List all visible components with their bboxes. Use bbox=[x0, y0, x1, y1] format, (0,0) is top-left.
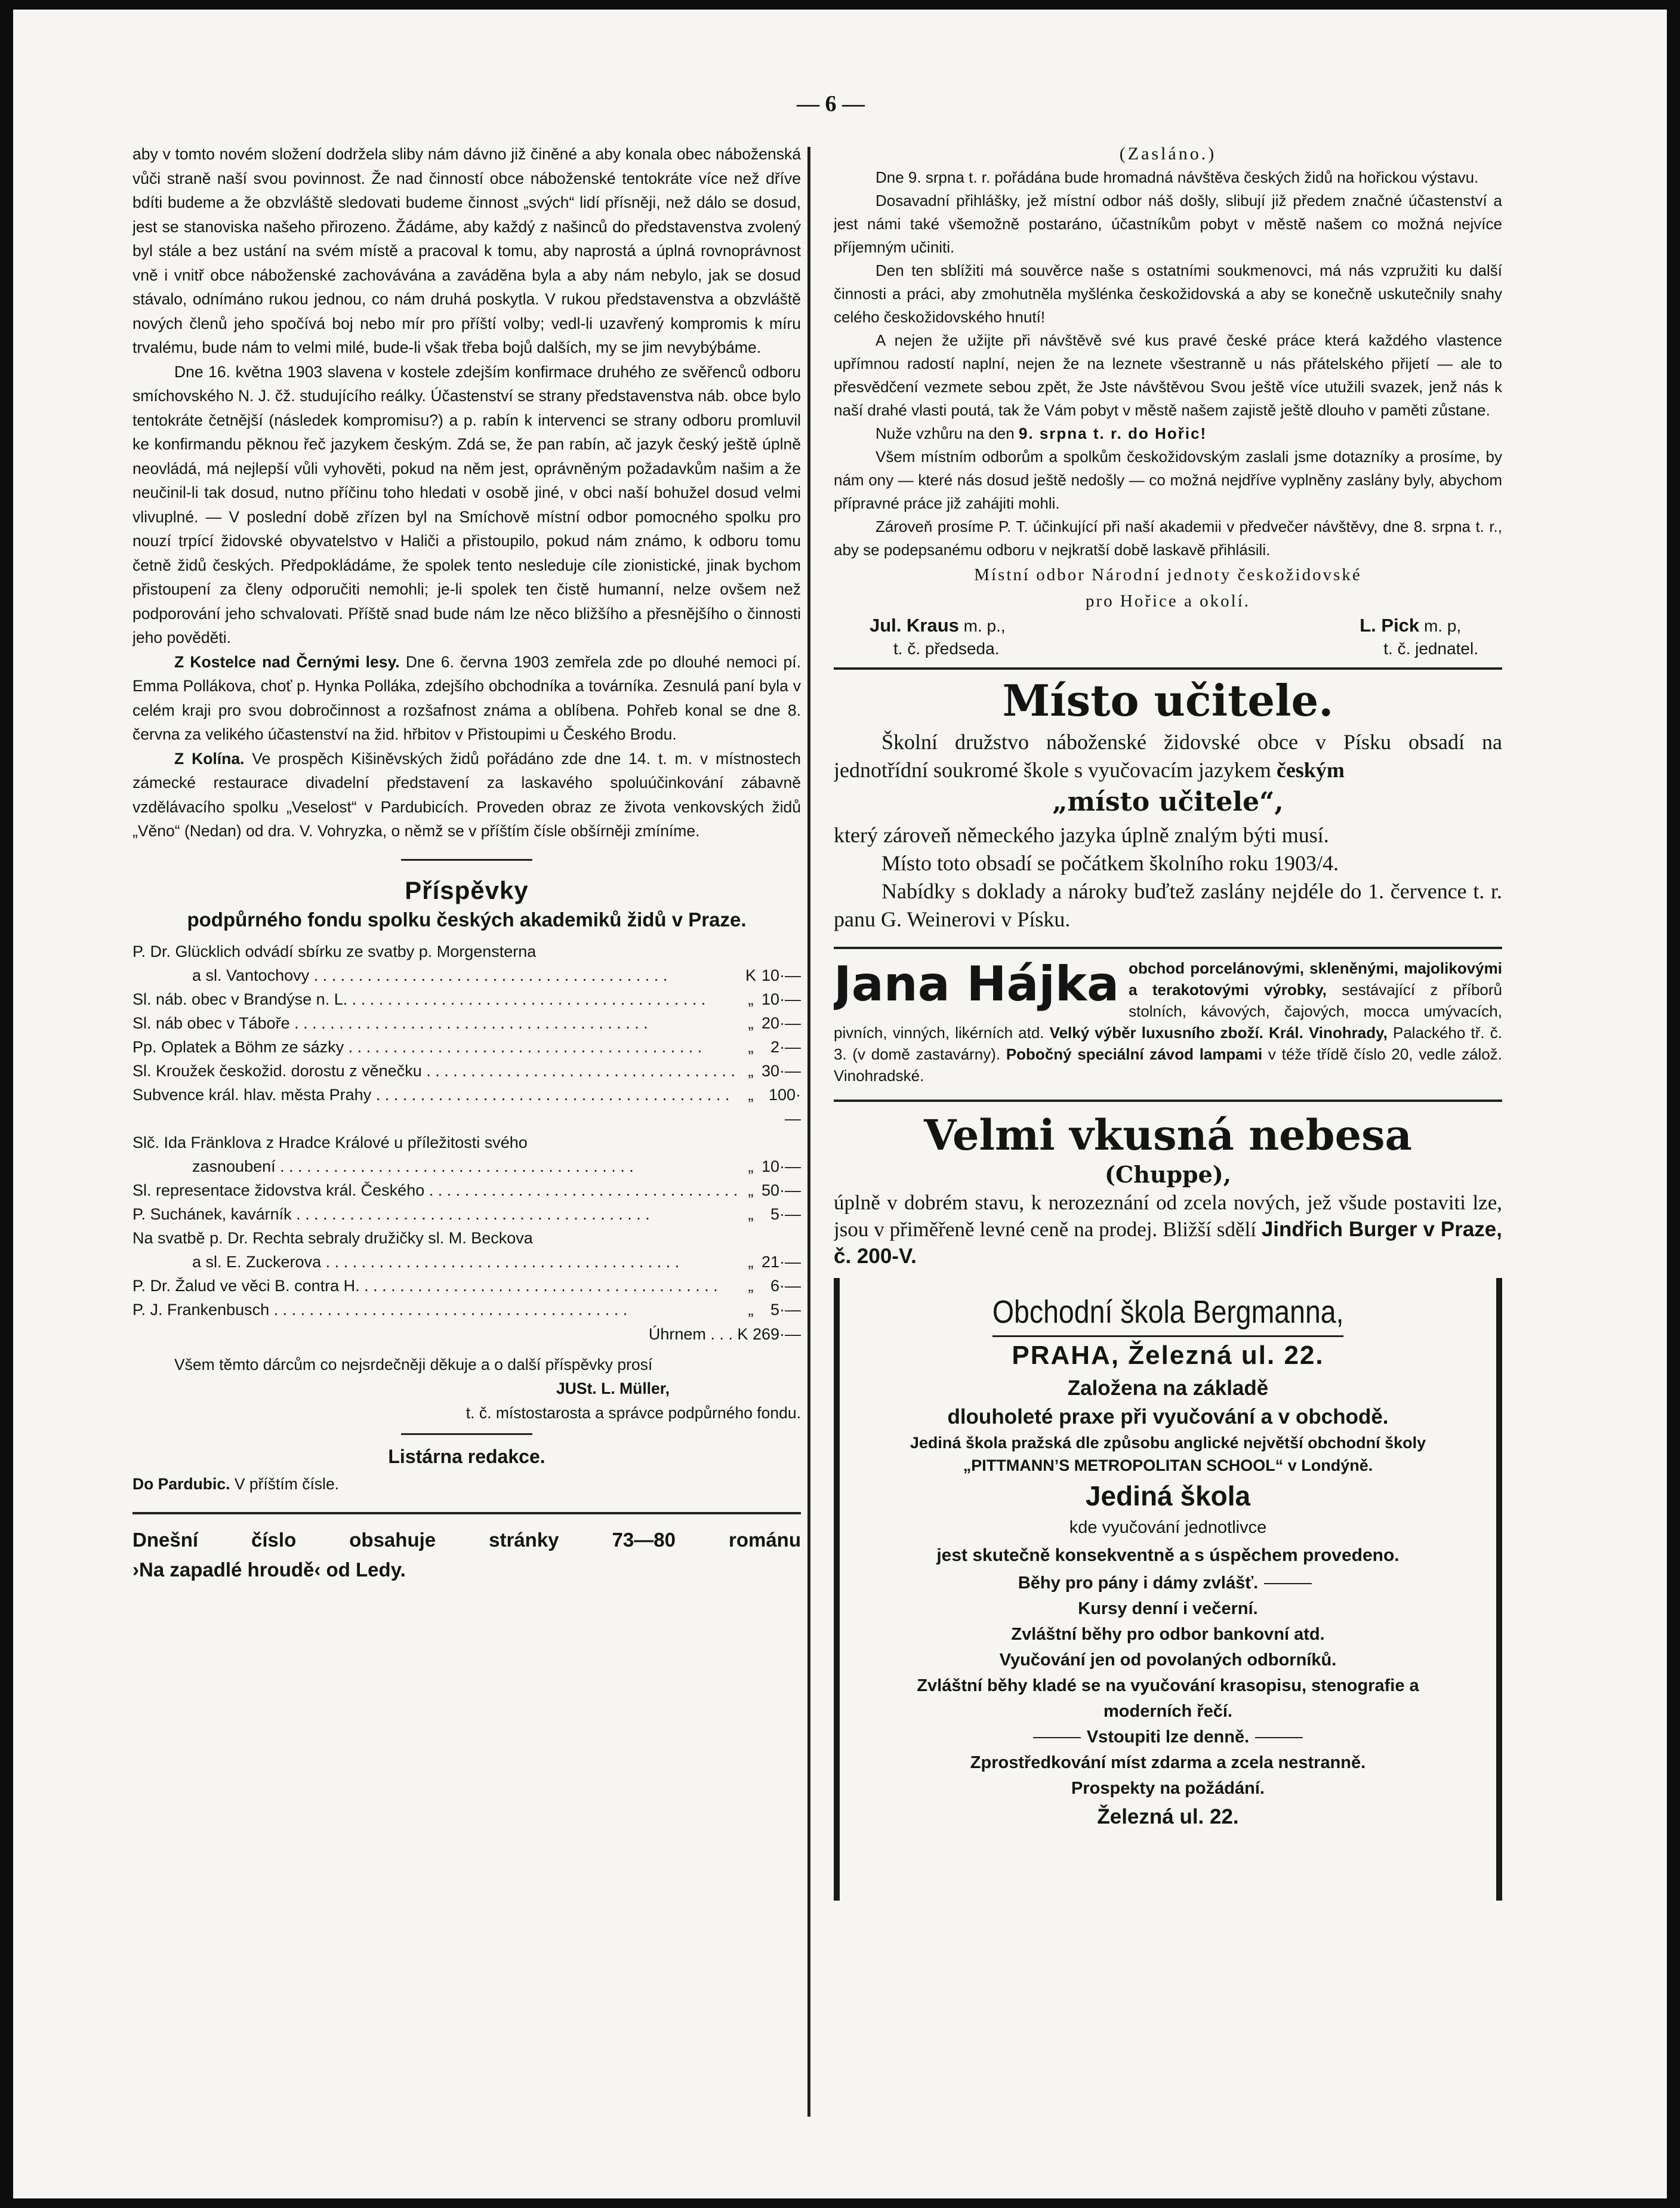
ad-hajka-head: obchod porcelánovými, skleněnými, majolikovými a terakotovými výrobky, bbox=[1129, 959, 1502, 999]
donation-text: P. Dr. Žalud ve věci B. contra H. . . . bbox=[132, 1274, 741, 1298]
donation-text: Pp. Oplatek a Böhm ze sázky . . . bbox=[132, 1035, 741, 1059]
donation-amount: 6·— bbox=[770, 1276, 801, 1295]
donation-amount: 21·— bbox=[761, 1252, 801, 1271]
footer-note bbox=[132, 1525, 801, 1585]
section-divider bbox=[401, 859, 532, 861]
ad-bergmann-title: Obchodní škola Bergmanna, bbox=[992, 1289, 1344, 1337]
newspaper-page bbox=[13, 10, 1667, 2198]
donation-amount: 100·— bbox=[768, 1085, 801, 1128]
donation-text: Sl. náb obec v Táboře . . . bbox=[132, 1011, 741, 1035]
paragraph-kostelec bbox=[132, 650, 801, 747]
ad-nebesa bbox=[834, 1110, 1502, 1270]
total-amount: 269·— bbox=[752, 1325, 801, 1343]
ad-frame-left bbox=[834, 1278, 840, 1901]
signature-role: t. č. místostarosta a správce podpůrného fondu. bbox=[466, 1403, 801, 1422]
footer-rule bbox=[132, 1512, 801, 1514]
donation-item bbox=[132, 1274, 801, 1298]
ad-divider bbox=[834, 947, 1502, 949]
donation-text: Sl. Kroužek českožid. dorostu z věnečku . . . bbox=[132, 1059, 741, 1083]
zaslano-signatures bbox=[834, 614, 1502, 660]
org-line-2: pro Hořice a okolí. bbox=[1085, 592, 1251, 611]
donation-amount: 5·— bbox=[770, 1205, 801, 1223]
ad-nebesa-subtitle: (Chuppe), bbox=[1104, 1161, 1231, 1188]
donation-item bbox=[132, 1178, 801, 1202]
donation-currency: „ bbox=[748, 1014, 754, 1032]
zaslano-p1: Dne 9. srpna t. r. pořádána bude hromadná návštěva českých židů na hořickou výstavu. bbox=[876, 168, 1479, 186]
column-divider bbox=[807, 147, 810, 2117]
ad-jana-hajka: Jana Hájka obchod porcelánovými, skleněnými, majolikovými a terakotovými výrobky, sestávající z příborů stolních, kávových, čajových, mocca umývacích, pivních, vinných, likérních atd. Velký výběr luxusního zboží. Král. Vinohrady, Palackého tř. č. 3. (v domě zastavárny). Pobočný speciální závod lampami v téže třídě číslo 20, vedle zálož. Vinohradské. bbox=[834, 956, 1502, 1085]
ad-misto-body: Školní družstvo náboženské židovské obce v Písku obsadí na jednotřídní soukromé škole s vyučovacím jazykem českým „místo učitele“, který zároveň německého jazyka úplně znalým býti musí. Místo toto obsadí se počátkem školního roku 1903/4. Nabídky s doklady a nároky buďtež zaslány nejdéle do 1. července t. r. panu G. Weinerovi v Písku. bbox=[834, 730, 1502, 931]
total-label: Úhrnem . . . K bbox=[648, 1325, 748, 1343]
footer-line-1: Dnešní číslo obsahuje stránky 73—80 románu bbox=[132, 1528, 801, 1551]
listarna-text: V příštím čísle. bbox=[230, 1475, 340, 1493]
donation-item bbox=[132, 1298, 801, 1322]
signature-name: JUSt. L. Müller, bbox=[556, 1379, 670, 1397]
zaslano-article bbox=[834, 166, 1502, 562]
zaslano-p6: Všem místním odborům a spolkům českožidovským zaslali jsme dotazníky a prosíme, by nám ony — které nás dosud ještě nedošly — co možná nejdříve vyplněny zaslány byly, abychom přípravné práce již zahájiti mohli. bbox=[834, 448, 1502, 512]
article-continuation bbox=[132, 142, 801, 843]
thanks-block bbox=[132, 1353, 801, 1425]
donation-text: Sl. representace židovstva král. Českého . . . bbox=[132, 1178, 741, 1202]
donation-item bbox=[132, 1202, 801, 1226]
thanks-text: Všem těmto dárcům co nejsrdečněji děkuje a o další příspěvky prosí bbox=[174, 1355, 653, 1374]
donation-currency: „ bbox=[748, 1252, 754, 1271]
ad-frame-right bbox=[1496, 1278, 1502, 1901]
donation-item bbox=[132, 1131, 801, 1178]
paragraph-konfirmace: Dne 16. května 1903 slavena v kostele zdejším konfirmace druhého ze svěřenců odboru smíchovského N. J. čž. studujícího reálky. Účastenství se strany představenstva náb. obce bylo tentokráte četnější (následek kompromisu?) a p. rabín k intervenci se strany odboru promluvil ke konfirmandu pěknou řeč jazykem českým. Zdá se, že pan rabín, ač jazyk český ještě úplně neovládá, má nejlepší vůli vyhověti, pokud na něm jest, oprávněným požadavkům našim a že neučinil-li tak dosud, nutno příčinu toho hledati v osobě jiné, v obci naší bohužel dosud velmi vlivuplné. — V poslední době zřízen byl na Smíchově místní odbor pomocného spolku pro nouzí trpící židovské obyvatelstvo v Haliči a přistoupilo, pokud nám známo, k odboru tomu četně židů českých. Předpokládáme, že spolek tento nesleduje cíle zionistické, jinak bychom přistoupení za členy odporučiti nemohli; je-li spolek ten čistě humanní, nelze ovšem než podporování jeho schvalovati. Příště snad bude nám lze něco bližšího a přesnějšího o činnosti jeho pověděti. bbox=[132, 362, 801, 646]
donation-currency: „ bbox=[748, 1085, 754, 1104]
page-number: — 6 — bbox=[797, 91, 865, 116]
donation-cont: a sl. E. Zuckerova . . . bbox=[192, 1250, 741, 1274]
donation-cont: zasnoubení . . . bbox=[192, 1154, 741, 1178]
org-line-1: Místní odbor Národní jednoty českožidovské bbox=[974, 565, 1362, 584]
donation-amount: 30·— bbox=[761, 1061, 801, 1080]
zaslano-date: 9. srpna t. r. do Hořic! bbox=[1018, 424, 1207, 442]
prispevky-title: Příspěvky bbox=[405, 876, 529, 904]
donation-item bbox=[132, 987, 801, 1011]
zaslano-title: (Zasláno.) bbox=[1119, 144, 1217, 164]
ad-misto-position: „místo učitele“, bbox=[1052, 787, 1284, 817]
signature-pick: L. Pick m. p, t. č. jednatel. bbox=[1360, 615, 1478, 658]
listarna-entry bbox=[132, 1472, 801, 1496]
ad-divider bbox=[834, 1100, 1502, 1102]
ad-nebesa-body: úplně v dobrém stavu, k nerozeznání od zcela nových, jež všude postaviti lze, jsou v přiměřeně levné ceně na prodej. Bližší sdělí Jindřich Burger v Praze, č. 200-V. bbox=[834, 1191, 1502, 1268]
kolin-text: Ve prospěch Kišiněvských židů pořádáno zde dne 14. t. m. v místnostech zámecké restaurace divadelní představení za laskavého spoluúčinkování zábavně vzdělávacího spolku „Veselost“ v Pardubicích. Proveden obraz ze života venkovských židů „Věno“ (Nedan) od dra. V. Vohryzka, o němž se v příštím čísle obšírněji zmíníme. bbox=[132, 749, 801, 840]
donation-amount: 20·— bbox=[761, 1014, 801, 1032]
donation-amount: 10·— bbox=[761, 990, 801, 1008]
donation-text: Na svatbě p. Dr. Rechta sebraly družičky sl. M. Beckova bbox=[132, 1228, 533, 1247]
kolin-lead: Z Kolína. bbox=[174, 749, 245, 768]
ad-nebesa-title: Velmi vkusná nebesa bbox=[924, 1110, 1412, 1160]
zaslano-p5: Nuže vzhůru na den 9. srpna t. r. do Hořic! bbox=[876, 424, 1207, 442]
donation-amount: 2·— bbox=[770, 1037, 801, 1056]
kostelec-text: Dne 6. června 1903 zemřela zde po dlouhé nemoci pí. Emma Pollákova, choť p. Hynka Polláka, zdejšího obchodníka a továrníka. Zesnulá paní byla v celém kraji pro svou dobročinnost a rozšafnost známa a oblíbena. Pohřeb konal se dne 8. června za velikého účastenství na žid. hřbitov v Přistoupimi u Českého Brodu. bbox=[132, 652, 801, 743]
donation-cont: a sl. Vantochovy . . . bbox=[192, 963, 741, 987]
donation-text: Sl. náb. obec v Brandýse n. L. . . . bbox=[132, 987, 741, 1011]
donation-item bbox=[132, 1059, 801, 1083]
zaslano-p2: Dosavadní přihlášky, jež místní odbor náš došly, slibují již předem značné účastenství a jest námi také všemožně postaráno, účastníkům pobyt v městě našem co možná nejvíce příjemným učiniti. bbox=[834, 192, 1502, 256]
zaslano-p7: Zároveň prosíme P. T. účinkující při naší akademii v předvečer návštěvy, dne 8. srpna t. r., aby se podepsanému odboru v nejkratší době laskavě přihlásili. bbox=[834, 518, 1502, 559]
kostelec-lead: Z Kostelce nad Černými lesy. bbox=[174, 652, 400, 671]
donation-currency: „ bbox=[748, 1157, 754, 1175]
donations-list bbox=[132, 940, 801, 1322]
donation-currency: „ bbox=[748, 1037, 754, 1056]
ad-misto-ucitele bbox=[834, 673, 1502, 934]
footer-line-2: ›Na zapadlé hroudě‹ od Ledy. bbox=[132, 1558, 406, 1581]
listarna-lead: Do Pardubic. bbox=[132, 1475, 230, 1493]
prispevky-subtitle: podpůrného fondu spolku českých akademiků židů v Praze. bbox=[187, 908, 747, 931]
donation-currency: „ bbox=[748, 1181, 754, 1199]
donation-currency: „ bbox=[748, 1300, 754, 1319]
donation-amount: 50·— bbox=[761, 1181, 801, 1199]
donation-text: Slč. Ida Fränklova z Hradce Králové u příležitosti svého bbox=[132, 1133, 528, 1151]
donation-amount: 10·— bbox=[761, 1157, 801, 1175]
donation-item bbox=[132, 1083, 801, 1131]
ad-bergmann-address: PRAHA, Železná ul. 22. bbox=[1012, 1341, 1324, 1370]
section-divider bbox=[401, 1433, 532, 1435]
donation-text: Subvence král. hlav. města Prahy . . . bbox=[132, 1083, 741, 1131]
donation-currency: „ bbox=[748, 1061, 754, 1080]
donation-item bbox=[132, 1226, 801, 1274]
signature-kraus: Jul. Kraus m. p., t. č. předseda. bbox=[870, 615, 1006, 658]
donation-item bbox=[132, 1035, 801, 1059]
donation-currency: „ bbox=[748, 1205, 754, 1223]
donation-amount: 10·— bbox=[761, 966, 801, 984]
ad-hajka-name: Jana Hájka bbox=[834, 956, 1120, 1012]
donation-text: P. Suchánek, kavárník . . . bbox=[132, 1202, 741, 1226]
zaslano-p3: Den ten sblížiti má souvěrce naše s ostatními soukmenovci, má nás vzpružiti ku další činnosti a práci, aby zmohutněla myšlénka českožidovská a aby se konečně uskutečnily snahy celého českožidovského hnutí! bbox=[834, 261, 1502, 326]
donation-currency: „ bbox=[748, 1276, 754, 1295]
right-column bbox=[834, 142, 1502, 2184]
donation-total bbox=[132, 1322, 801, 1347]
donation-text: P. J. Frankenbusch . . . bbox=[132, 1298, 741, 1322]
zaslano-p4: A nejen že užijte při návštěvě své kus pravé české práce která každého vlastence upřímnou radostí naplní, nejen že na leznete všestranně u nás přátelského přijetí — ale to přesvědčení vezmete sebou zpět, že Jste návštěvou Svou ještě více utužili svazek, jenž nás k naší drahé vlasti poutá, tak že Vám pobyt v městě našem zajistě ještě dlouho v paměti zůstane. bbox=[834, 331, 1502, 419]
donation-text: P. Dr. Glücklich odvádí sbírku ze svatby p. Morgensterna bbox=[132, 942, 537, 960]
ad-bergmann: Obchodní škola Bergmanna, PRAHA, Železná ul. 22. Založena na základě dlouholeté praxe při vyučování a v obchodě. Jediná škola pražská dle způsobu anglické největší obchodní školy „PITTMANN’S METROPOLITAN SCHOOL“ v Londýně. Jediná škola kde vyučování jednotlivce jest skutečně konsekventně a s úspěchem provedeno. Běhy pro pány i dámy zvlášť. Kursy denní i večerní. Zvláštní běhy pro odbor bankovní atd. Vyučování jen od povolaných odborníků. Zvláštní běhy kladé se na vyučování krasopisu, stenografie a moderních řečí. Vstoupiti lze denně. Zprostředkování míst zdarma a zcela nestranně. Prospekty na požádání. Železná ul. 22. bbox=[834, 1278, 1502, 1901]
zaslano-org bbox=[834, 562, 1502, 614]
donation-amount: 5·— bbox=[770, 1300, 801, 1319]
donation-item bbox=[132, 940, 801, 987]
left-column bbox=[132, 142, 801, 2118]
paragraph-kolin bbox=[132, 747, 801, 843]
donation-item bbox=[132, 1011, 801, 1035]
paragraph-intro: aby v tomto novém složení dodržela sliby nám dávno již činěné a aby konala obec náboženská vůči straně naší svou povinnost. Že nad činností obce náboženské tentokráte více než dříve bdíti budeme a že obzvláště sledovati budeme činnost „svých“ lidí přísněji, než dálo se dosud, jest se stanoviska našeho přirozeno. Žádáme, aby každý z našinců do představenstva zvolený byl stále a bez ustání na svém místě a pracoval k tomu, aby naprostá a úplná rovnoprávnost vně i vnitř obce náboženské zachovávána a zaváděna byla a aby nám nebylo, jak se dosud stávalo, odnímáno rukou jednou, co nám druhá poskytla. V rukou představenstva a obzvláště nových členů jeho spočívá boj nebo mír pro příští volby; vedl-li uzavřený kompromis k míru trvalému, bude nám to velmi milé, bude-li však třeba bojů dalších, my se jim nevybýbáme. bbox=[132, 145, 801, 356]
ad-misto-title: Místo učitele. bbox=[1002, 675, 1334, 726]
donation-currency: „ bbox=[748, 990, 754, 1008]
donation-currency: K bbox=[745, 966, 756, 984]
listarna-title: Listárna redakce. bbox=[388, 1446, 545, 1467]
ad-divider bbox=[834, 667, 1502, 670]
